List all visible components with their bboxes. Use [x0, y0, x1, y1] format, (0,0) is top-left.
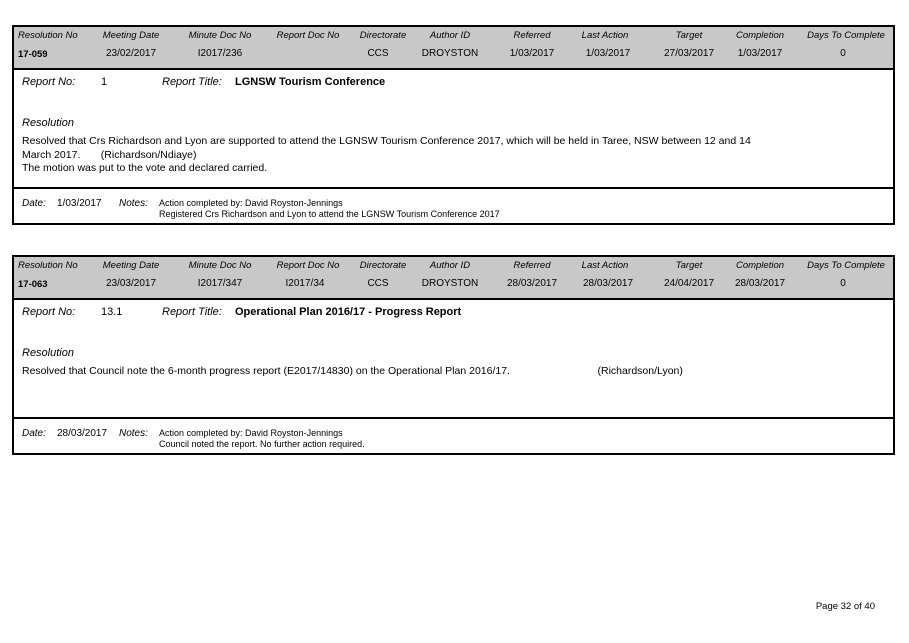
last-action: 28/03/2017 — [582, 278, 634, 289]
report-title-label: Report Title: — [162, 76, 222, 88]
resolution-record — [12, 255, 895, 455]
date-label: Date: — [22, 198, 46, 209]
col-completion: Completion — [735, 260, 785, 271]
col-directorate: Directorate — [359, 260, 407, 271]
target: 24/04/2017 — [663, 278, 715, 289]
record-body — [12, 68, 895, 189]
report-doc-no: I2017/34 — [285, 278, 325, 289]
action-row — [12, 419, 895, 455]
report-title-label: Report Title: — [162, 306, 222, 318]
col-report-doc-no: Report Doc No — [276, 30, 340, 41]
resolution-text — [22, 365, 683, 379]
col-minute-doc-no: Minute Doc No — [188, 30, 252, 41]
col-minute-doc-no: Minute Doc No — [188, 260, 252, 271]
resolution-line: The motion was put to the vote and declared carried. — [22, 162, 268, 174]
note-line: Registered Crs Richardson and Lyon to attend the LGNSW Tourism Conference 2017 — [159, 209, 500, 219]
page-number: Page 32 of 40 — [815, 601, 875, 612]
col-last-action: Last Action — [581, 260, 629, 271]
meeting-date: 23/03/2017 — [105, 278, 157, 289]
directorate: CCS — [367, 278, 389, 289]
referred: 28/03/2017 — [506, 278, 558, 289]
col-resolution-no: Resolution No — [18, 260, 78, 271]
col-target: Target — [675, 260, 703, 271]
resolution-record — [12, 25, 895, 225]
author-id: DROYSTON — [421, 278, 479, 289]
note-line: Action completed by: David Royston-Jennings — [159, 198, 343, 208]
col-author-id: Author ID — [429, 260, 471, 271]
report-no-label: Report No: — [22, 306, 76, 318]
col-resolution-no: Resolution No — [18, 30, 78, 41]
minute-doc-no: I2017/347 — [197, 278, 243, 289]
note-line: Council noted the report. No further action required. — [159, 439, 365, 449]
col-last-action: Last Action — [581, 30, 629, 41]
days-to-complete: 0 — [840, 48, 846, 59]
target: 27/03/2017 — [663, 48, 715, 59]
meeting-date: 23/02/2017 — [105, 48, 157, 59]
minute-doc-no: I2017/236 — [197, 48, 243, 59]
col-report-doc-no: Report Doc No — [276, 260, 340, 271]
completion: 28/03/2017 — [734, 278, 786, 289]
report-no: 1 — [101, 76, 108, 88]
record-header — [12, 25, 895, 68]
col-target: Target — [675, 30, 703, 41]
col-meeting-date: Meeting Date — [102, 30, 160, 41]
directorate: CCS — [367, 48, 389, 59]
col-directorate: Directorate — [359, 30, 407, 41]
action-notes — [159, 428, 365, 450]
author-id: DROYSTON — [421, 48, 479, 59]
col-referred: Referred — [513, 30, 551, 41]
note-line: Action completed by: David Royston-Jennings — [159, 428, 343, 438]
last-action: 1/03/2017 — [585, 48, 631, 59]
resolution-line: Resolved that Council note the 6-month progress report (E2017/14830) on the Operational Plan 2016/17. (Richardson/Lyon) — [22, 365, 683, 377]
date-label: Date: — [22, 428, 46, 439]
report-title: LGNSW Tourism Conference — [235, 76, 386, 88]
col-completion: Completion — [735, 30, 785, 41]
resolution-text — [22, 135, 751, 176]
record-body — [12, 298, 895, 419]
referred: 1/03/2017 — [509, 48, 555, 59]
report-title: Operational Plan 2016/17 - Progress Report — [235, 306, 462, 318]
notes-label: Notes: — [119, 428, 148, 439]
col-days-to-complete: Days To Complete — [807, 30, 885, 41]
report-no-label: Report No: — [22, 76, 76, 88]
col-referred: Referred — [513, 260, 551, 271]
resolution-no: 17-063 — [18, 279, 48, 290]
col-meeting-date: Meeting Date — [102, 260, 160, 271]
action-notes — [159, 198, 500, 220]
record-header — [12, 255, 895, 298]
notes-label: Notes: — [119, 198, 148, 209]
action-date: 1/03/2017 — [57, 198, 102, 209]
resolution-line: March 2017. (Richardson/Ndiaye) — [22, 148, 197, 161]
resolution-line: Resolved that Crs Richardson and Lyon are supported to attend the LGNSW Tourism Conference 2017, which will be held in Taree, NSW between 12 and 14 — [22, 135, 751, 147]
resolution-label: Resolution — [22, 347, 74, 359]
action-date: 28/03/2017 — [57, 428, 108, 439]
resolution-no: 17-059 — [18, 49, 48, 60]
resolution-label: Resolution — [22, 117, 74, 129]
days-to-complete: 0 — [840, 278, 846, 289]
col-author-id: Author ID — [429, 30, 471, 41]
action-row — [12, 189, 895, 225]
report-no: 13.1 — [101, 306, 123, 318]
col-days-to-complete: Days To Complete — [807, 260, 885, 271]
completion: 1/03/2017 — [737, 48, 783, 59]
